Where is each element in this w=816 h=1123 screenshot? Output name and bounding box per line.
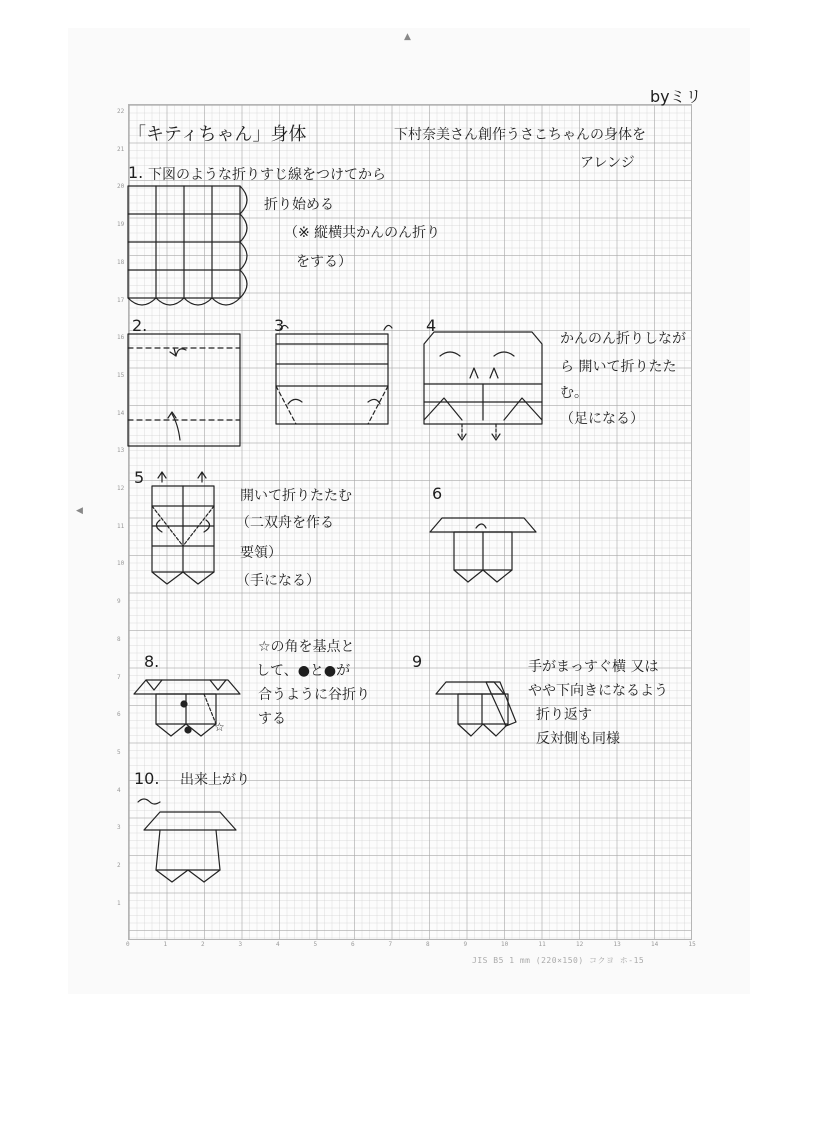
credit-line-2: アレンジ (580, 155, 635, 171)
step1-number: 1. (128, 163, 144, 182)
bottom-axis-tick: 2 (201, 941, 205, 948)
step6-diagram (430, 518, 536, 582)
left-axis-tick: 3 (117, 824, 121, 832)
left-axis-tick: 11 (117, 522, 125, 530)
bottom-axis-tick: 0 (126, 941, 130, 948)
step4-text-4: （足になる） (560, 411, 644, 427)
step5-text-2: （二双舟を作る (236, 515, 334, 531)
left-axis-tick: 5 (117, 748, 121, 756)
left-axis-tick: 14 (117, 409, 125, 417)
bottom-axis-tick: 10 (501, 941, 509, 948)
bottom-axis-tick: 6 (351, 941, 355, 948)
left-axis-tick: 18 (117, 258, 125, 266)
bottom-axis-tick: 12 (576, 941, 584, 948)
step8-text-4: する (258, 711, 286, 727)
bottom-axis-tick: 7 (388, 941, 393, 948)
step4-diagram (424, 332, 542, 440)
step9-text-2: やや下向きになるよう (528, 683, 668, 699)
step5-text-3: 要領） (240, 545, 282, 561)
bottom-axis-tick: 5 (313, 941, 318, 948)
left-axis-tick: 1 (117, 899, 121, 907)
bottom-axis-tick: 8 (426, 941, 430, 948)
step4-text-1: かんのん折りしなが (560, 331, 686, 347)
top-center-mark: ▲ (404, 32, 411, 42)
step4-number: 4 (426, 316, 437, 335)
left-axis-tick: 12 (117, 485, 125, 492)
left-axis-tick: 21 (117, 145, 125, 153)
bottom-axis-tick: 11 (538, 941, 546, 948)
step5-diagram (152, 472, 214, 584)
left-axis-tick: 15 (117, 371, 125, 379)
step8-text-3: 合うように谷折り (258, 687, 370, 703)
paper-footer: JIS B5 1 mm (220×150) コクヨ ホ-15 (472, 956, 645, 965)
bottom-axis-tick: 9 (463, 941, 468, 948)
page-title: 「キティちゃん」身体 (128, 124, 307, 145)
left-axis-tick: 13 (117, 447, 125, 455)
bottom-axis-tick: 1 (163, 941, 168, 948)
step1-text-4: をする） (296, 254, 352, 270)
step9-text-1: 手がまっすぐ横 又は (528, 659, 659, 675)
step5-number: 5 (134, 468, 145, 487)
left-axis-tick: 16 (117, 334, 125, 342)
author-signature: byミリ (650, 87, 702, 106)
step3-number: 3 (274, 316, 285, 335)
left-axis-tick: 2 (117, 862, 121, 869)
step1-text-2: 折り始める (264, 197, 334, 213)
step8-text-2: して、●と●が (256, 663, 351, 679)
left-axis-tick: 22 (117, 108, 125, 115)
bottom-axis-tick: 3 (238, 941, 243, 948)
step5-text-4: （手になる） (236, 573, 320, 589)
step2-number: 2. (132, 316, 148, 335)
left-axis-tick: 8 (117, 635, 121, 643)
bottom-axis-tick: 4 (276, 941, 280, 948)
step5-text-1: 開いて折りたたむ (240, 488, 352, 504)
bottom-axis-tick: 15 (688, 941, 696, 948)
left-axis-tick: 6 (117, 711, 121, 719)
bottom-axis-tick: 13 (613, 941, 621, 948)
step3-diagram (276, 325, 392, 424)
step4-text-3: む。 (560, 385, 588, 401)
step2-diagram (128, 334, 240, 446)
step9-diagram (436, 682, 516, 736)
left-axis-tick: 9 (117, 598, 121, 606)
left-axis-tick: 7 (117, 673, 121, 681)
step9-text-3: 折り返す (536, 707, 592, 723)
left-axis-tick: 19 (117, 221, 125, 229)
left-axis-tick: 4 (117, 786, 121, 794)
left-axis-tick: 17 (117, 296, 125, 304)
step10-text: 出来上がり (180, 772, 250, 788)
credit-line-1: 下村奈美さん創作うさこちゃんの身体を (394, 127, 646, 143)
bottom-axis-tick: 14 (651, 941, 659, 948)
step8-text-1: ☆の角を基点と (258, 639, 355, 655)
left-axis-tick: 10 (117, 560, 125, 568)
step6-number: 6 (432, 484, 443, 503)
left-axis-tick: 20 (117, 183, 125, 191)
step1-crease-diagram (128, 186, 247, 305)
left-center-mark: ◀ (76, 506, 83, 516)
step10-finished-model (138, 799, 236, 882)
step10-number: 10. (134, 769, 160, 788)
step9-number: 9 (412, 652, 423, 671)
step1-text-1: 下図のような折りすじ線をつけてから (148, 167, 386, 183)
star-mark: ☆ (214, 720, 225, 734)
step8-number: 8. (144, 652, 160, 671)
step4-text-2: ら 開いて折りたた (560, 359, 677, 375)
step1-text-3: （※ 縦横共かんのん折り (284, 225, 441, 241)
step9-text-4: 反対側も同様 (536, 731, 620, 747)
